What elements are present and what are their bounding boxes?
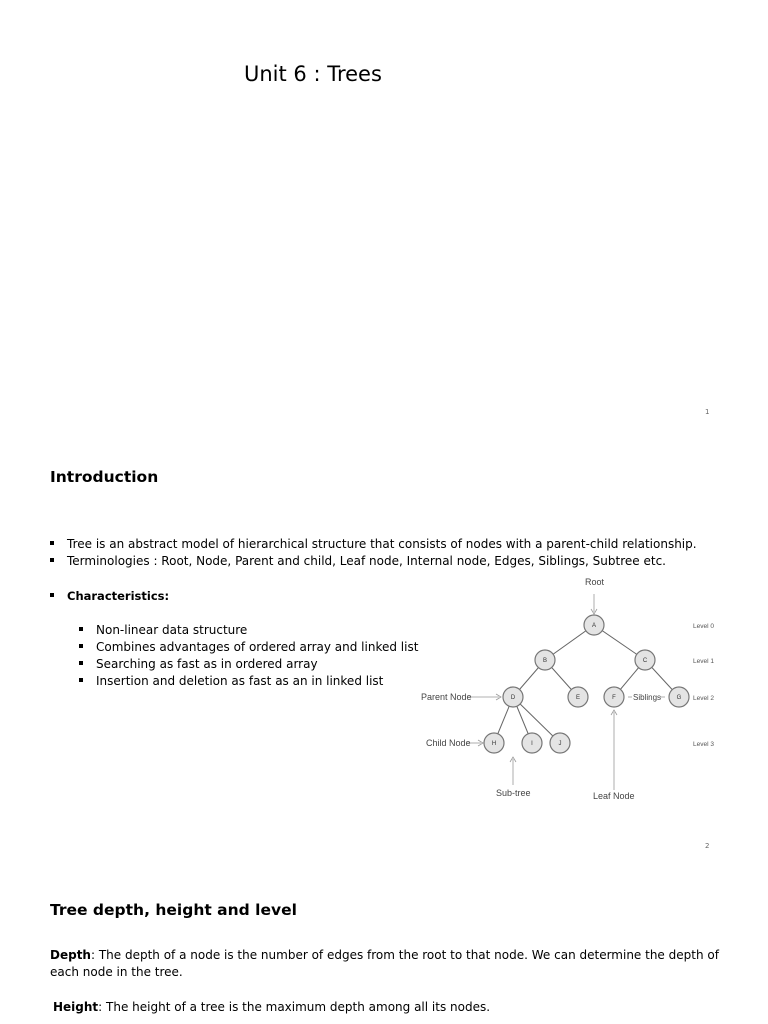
height-term: Height	[53, 1000, 99, 1014]
list-item: Tree is an abstract model of hierarchical structure that consists of nodes with a parent-child relationship.	[67, 537, 697, 551]
node-label: C	[642, 658, 648, 664]
list-item: Searching as fast as in ordered array	[96, 656, 418, 673]
annotation-arrows	[467, 594, 665, 790]
section-heading-introduction: Introduction	[50, 468, 159, 486]
tree-edges	[494, 625, 679, 743]
node-label: J	[558, 741, 562, 747]
list-item: Insertion and deletion as fast as an in linked list	[96, 673, 418, 690]
section-heading-tree-depth: Tree depth, height and level	[50, 901, 297, 919]
level-label: Level 2	[693, 695, 714, 702]
node-label: B	[542, 658, 548, 664]
characteristics-list	[96, 622, 418, 690]
node-label: D	[510, 695, 516, 701]
level-label: Level 1	[693, 658, 714, 665]
parent-node-label: Parent Node	[421, 692, 472, 702]
tree-diagram	[415, 572, 725, 807]
root-label: Root	[585, 577, 605, 587]
list-item: Terminologies : Root, Node, Parent and child, Leaf node, Internal node, Edges, Siblings, Subtree etc.	[67, 553, 697, 570]
height-paragraph	[53, 999, 743, 1016]
characteristics-label: Characteristics:	[67, 589, 170, 603]
node-label: E	[575, 695, 581, 701]
node-label: F	[612, 695, 616, 701]
page-number: 2	[705, 842, 710, 850]
node-label: I	[531, 741, 533, 747]
height-text: : The height of a tree is the maximum depth among all its nodes.	[98, 1000, 491, 1014]
node-label: G	[676, 695, 682, 701]
list-item: Non-linear data structure	[96, 622, 418, 639]
node-label: H	[491, 741, 497, 747]
tree-nodes	[484, 615, 689, 753]
slide-title: Unit 6 : Trees	[244, 62, 382, 86]
depth-text: : The depth of a node is the number of edges from the root to that node. We can determine the depth of each node in the tree.	[50, 948, 719, 979]
level-label: Level 0	[693, 623, 714, 630]
node-label: A	[591, 623, 597, 629]
intro-bullet-list	[67, 536, 697, 570]
leaf-node-label: Leaf Node	[593, 791, 635, 801]
level-labels	[693, 623, 714, 748]
subtree-label: Sub-tree	[496, 788, 531, 798]
depth-paragraph	[50, 947, 740, 981]
list-item: Combines advantages of ordered array and linked list	[96, 640, 419, 654]
tree-node-labels	[492, 623, 682, 747]
siblings-label: Siblings	[633, 693, 662, 702]
level-label: Level 3	[693, 741, 714, 748]
depth-term: Depth	[50, 948, 91, 962]
page-number: 1	[705, 408, 710, 416]
child-node-label: Child Node	[426, 738, 471, 748]
diagram-annotations	[421, 577, 661, 801]
characteristics-heading-list	[67, 588, 169, 605]
